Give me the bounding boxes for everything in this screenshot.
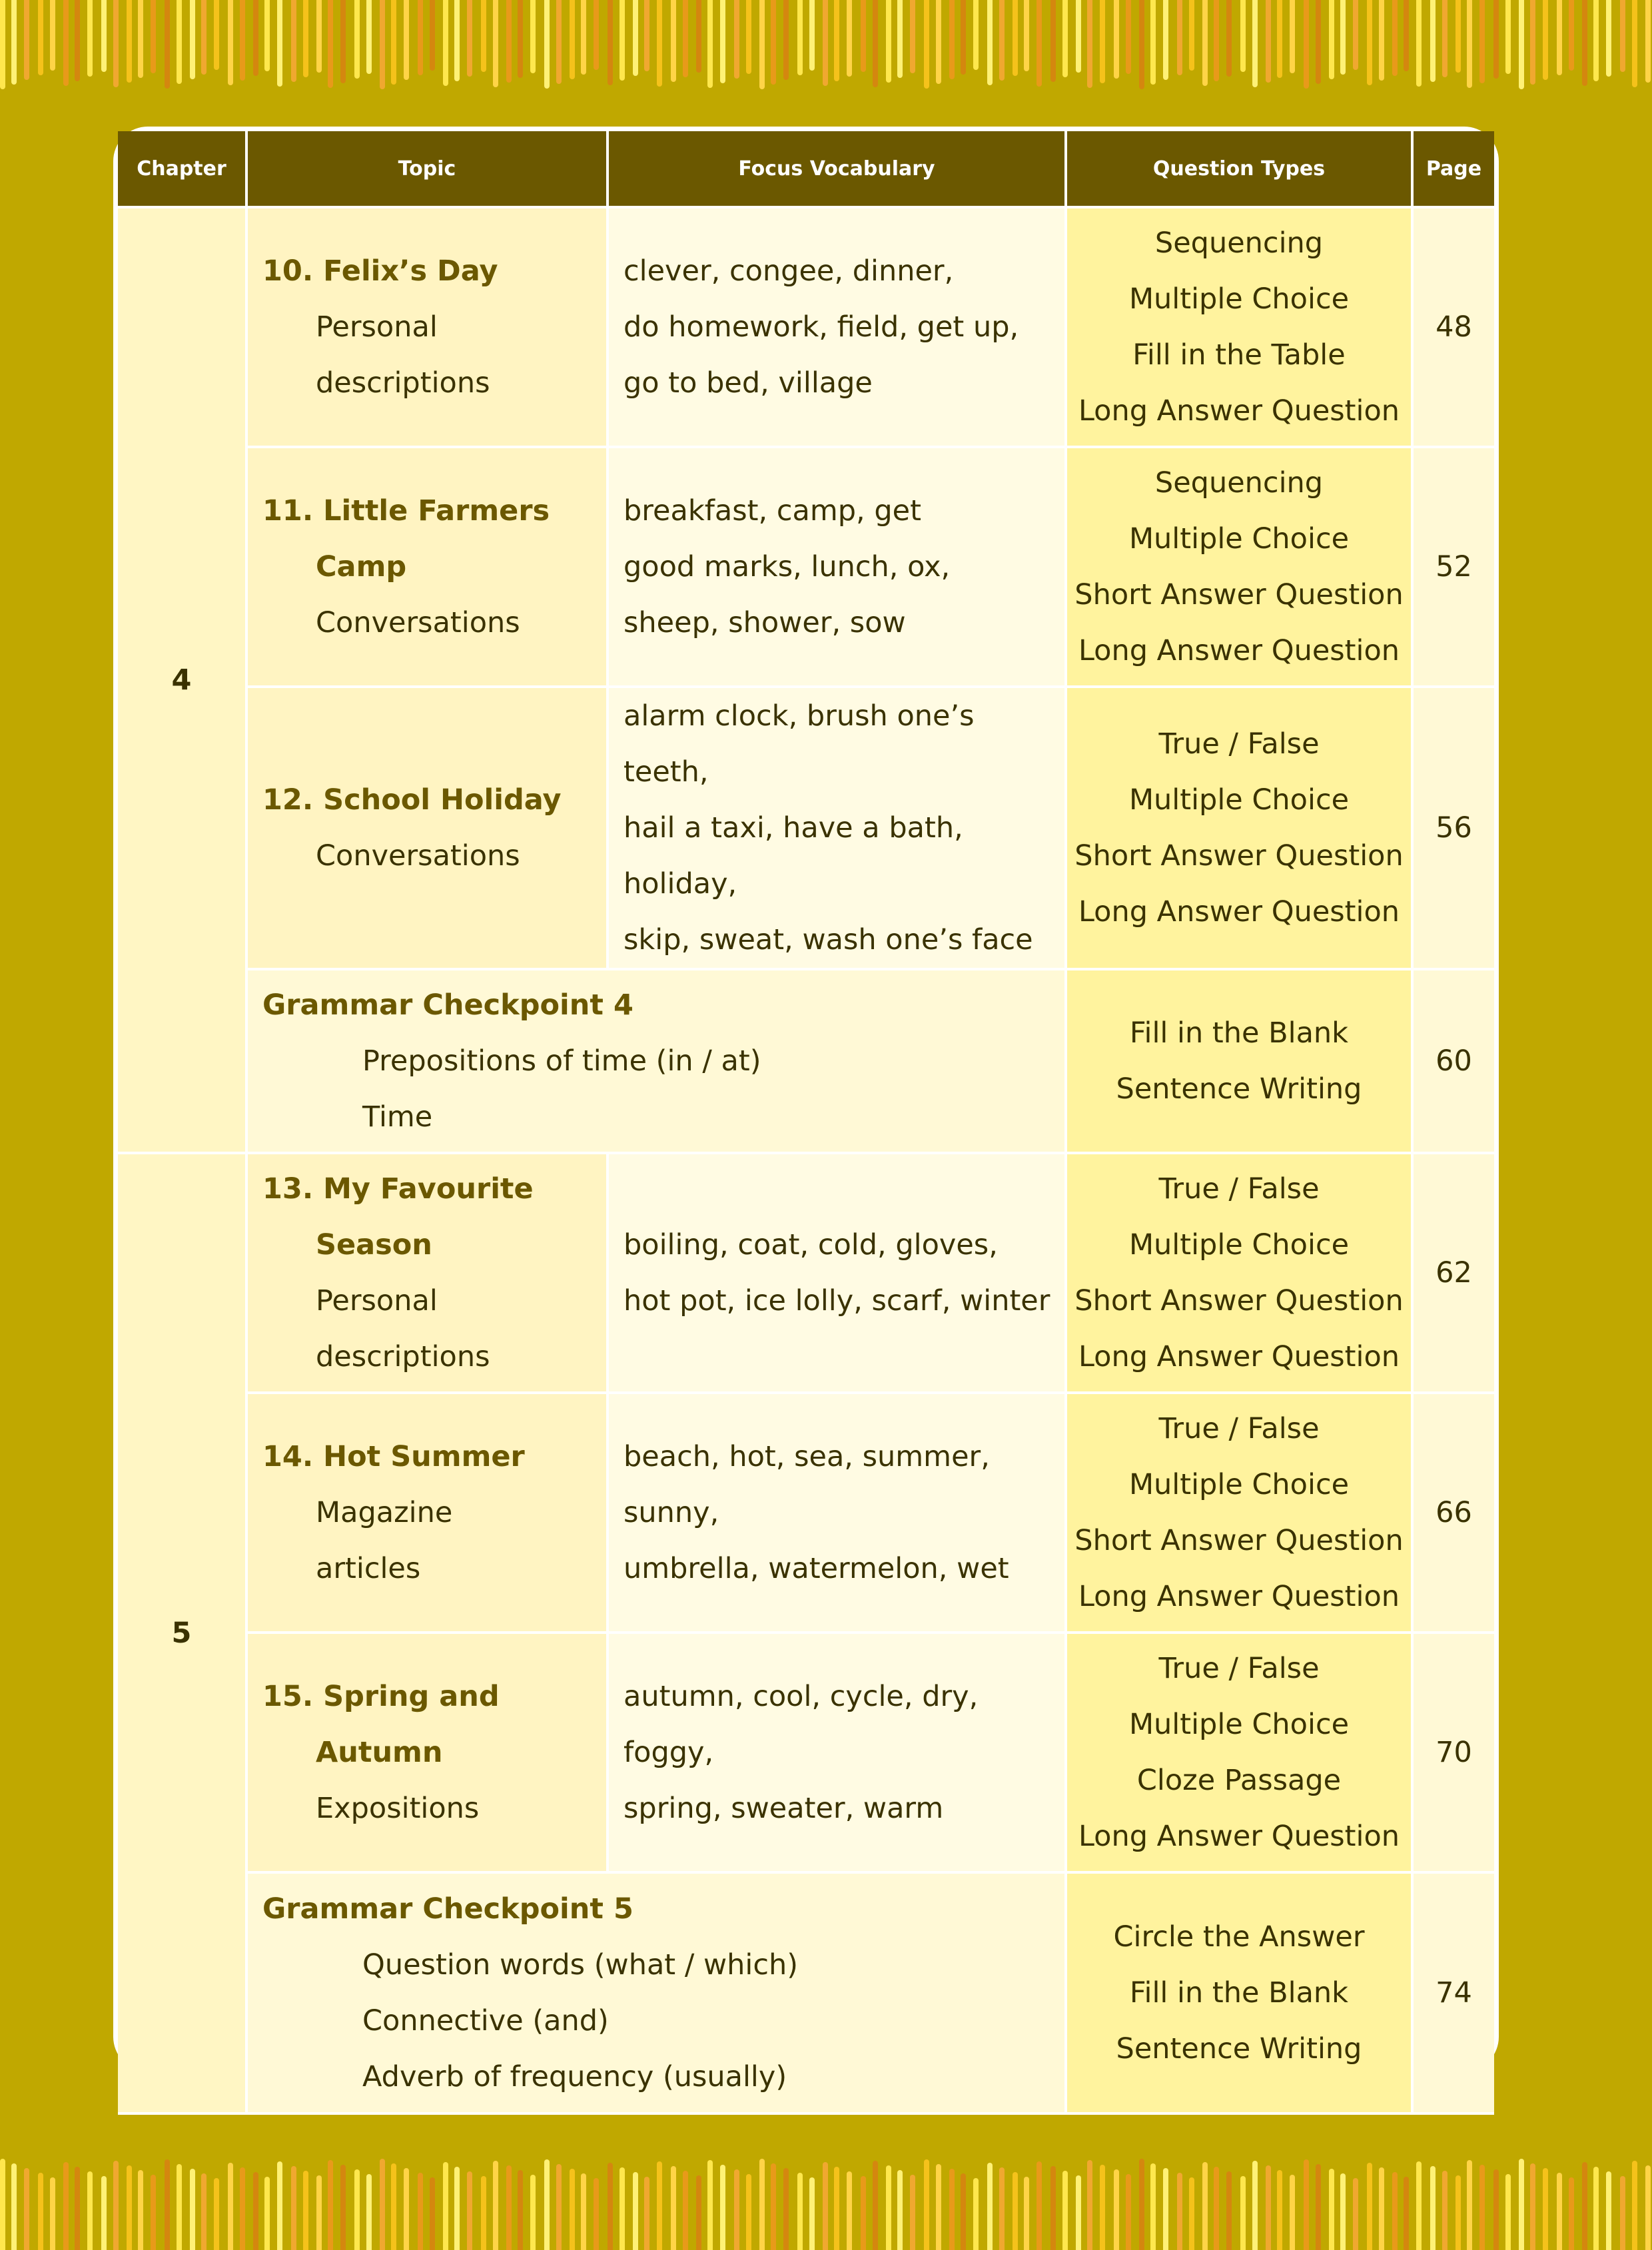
vocab-cell [608,1393,1066,1633]
vocab-line: umbrella, watermelon, wet [623,1552,1009,1585]
question-types-cell [1066,969,1412,1153]
vocab-line: beach, hot, sea, summer, sunny, [623,1440,990,1529]
table-row [118,1393,1494,1633]
grammar-item: Question words (what / which) [362,1948,799,1982]
unit-genre: Personal [316,1284,438,1317]
unit-genre: Expositions [316,1792,480,1825]
vocab-line: do homework, field, get up, [623,310,1019,344]
vocab-cell [608,1633,1066,1872]
grammar-row [118,969,1494,1153]
topic-cell [246,687,608,969]
question-types-cell [1066,1393,1412,1633]
question-type: Sequencing [1154,226,1324,260]
vocab-line: breakfast, camp, get [623,494,921,528]
topic-cell [246,1393,608,1633]
question-type: Short Answer Question [1074,1524,1404,1557]
chapter-number: 4 [118,207,246,1153]
grammar-item: Connective (and) [362,2004,609,2038]
unit-title-cont: Season [316,1228,432,1262]
question-type: Fill in the Table [1132,338,1346,372]
vocab-line: sheep, shower, sow [623,606,906,639]
table-row [118,207,1494,447]
question-types-cell [1066,1633,1412,1872]
unit-title-cont: Autumn [316,1736,443,1769]
page-number: 74 [1412,1872,1494,2113]
vocab-line: skip, sweat, wash one’s face [623,923,1033,956]
question-type: Multiple Choice [1128,1228,1350,1262]
unit-genre: Personal [316,310,438,344]
vocab-line: autumn, cool, cycle, dry, foggy, [623,1680,979,1769]
unit-title: 10. Felix’s Day [262,254,498,288]
question-types-cell [1066,207,1412,447]
question-type: Multiple Choice [1128,282,1350,316]
grammar-item: Adverb of frequency (usually) [362,2060,787,2093]
topic-cell [246,447,608,687]
page-number: 70 [1412,1633,1494,1872]
page-number: 66 [1412,1393,1494,1633]
header-topic: Topic [246,131,608,207]
vocab-line: clever, congee, dinner, [623,254,954,288]
question-type: Multiple Choice [1128,1708,1350,1741]
page-number: 60 [1412,969,1494,1153]
grammar-item: Prepositions of time (in / at) [362,1044,761,1078]
unit-title: 14. Hot Summer [262,1440,525,1473]
unit-genre: descriptions [316,1340,490,1373]
page-number: 52 [1412,447,1494,687]
question-type: Sequencing [1154,466,1324,500]
question-type: Long Answer Question [1078,1340,1400,1373]
question-type: Fill in the Blank [1129,1016,1349,1050]
question-type: Multiple Choice [1128,522,1350,556]
table-row [118,1153,1494,1393]
question-type: True / False [1158,1652,1320,1685]
vocab-line: good marks, lunch, ox, [623,550,951,583]
question-type: Cloze Passage [1136,1764,1342,1797]
vocab-line: spring, sweater, warm [623,1792,944,1825]
topic-cell [246,1153,608,1393]
grammar-title: Grammar Checkpoint 4 [262,988,633,1022]
grammar-cell [246,1872,1066,2113]
unit-genre: Magazine [316,1496,453,1529]
question-type: Fill in the Blank [1129,1976,1349,2010]
header-question-types: Question Types [1066,131,1412,207]
vocab-cell [608,207,1066,447]
table-header-row [118,131,1494,207]
grammar-row [118,1872,1494,2113]
header-focus-vocabulary: Focus Vocabulary [608,131,1066,207]
question-type: Short Answer Question [1074,578,1404,611]
decorative-stripes-bottom [0,2155,1652,2248]
vocab-line: alarm clock, brush one’s teeth, [623,699,975,789]
unit-title: 12. School Holiday [262,783,562,817]
vocab-line: boiling, coat, cold, gloves, [623,1228,998,1262]
question-types-cell [1066,1153,1412,1393]
question-type: True / False [1158,1412,1320,1445]
vocab-cell [608,1153,1066,1393]
decorative-stripes-top [0,0,1652,93]
unit-genre: descriptions [316,366,490,400]
question-type: Multiple Choice [1128,783,1350,817]
page-number: 48 [1412,207,1494,447]
grammar-item: Time [362,1100,433,1134]
question-type: Long Answer Question [1078,1580,1400,1613]
question-type: True / False [1158,1172,1320,1206]
question-types-cell [1066,1872,1412,2113]
question-type: Long Answer Question [1078,895,1400,929]
question-type: Long Answer Question [1078,634,1400,667]
vocab-line: go to bed, village [623,366,873,400]
unit-genre: articles [316,1552,421,1585]
question-type: Short Answer Question [1074,1284,1404,1317]
question-type: Short Answer Question [1074,839,1404,873]
page-number: 56 [1412,687,1494,969]
table-row [118,447,1494,687]
header-page: Page [1412,131,1494,207]
question-type: Sentence Writing [1116,1072,1362,1106]
vocab-cell [608,447,1066,687]
question-types-cell [1066,447,1412,687]
unit-title-cont: Camp [316,550,407,583]
table-row [118,1633,1494,1872]
unit-title: 15. Spring and [262,1680,500,1713]
table-of-contents-card [113,127,1499,2093]
question-type: Circle the Answer [1113,1920,1365,1954]
question-types-cell [1066,687,1412,969]
contents-table [118,131,1494,2115]
unit-title: 11. Little Farmers [262,494,550,528]
unit-genre: Conversations [316,839,520,873]
question-type: True / False [1158,727,1320,761]
vocab-line: hot pot, ice lolly, scarf, winter [623,1284,1050,1317]
chapter-number: 5 [118,1153,246,2113]
grammar-title: Grammar Checkpoint 5 [262,1892,633,1926]
topic-cell [246,1633,608,1872]
question-type: Long Answer Question [1078,1820,1400,1853]
vocab-cell [608,687,1066,969]
unit-genre: Conversations [316,606,520,639]
header-chapter: Chapter [118,131,246,207]
vocab-line: hail a taxi, have a bath, holiday, [623,811,963,901]
topic-cell [246,207,608,447]
table-row [118,687,1494,969]
question-type: Multiple Choice [1128,1468,1350,1501]
question-type: Long Answer Question [1078,394,1400,428]
page-number: 62 [1412,1153,1494,1393]
unit-title: 13. My Favourite [262,1172,534,1206]
question-type: Sentence Writing [1116,2032,1362,2065]
grammar-cell [246,969,1066,1153]
